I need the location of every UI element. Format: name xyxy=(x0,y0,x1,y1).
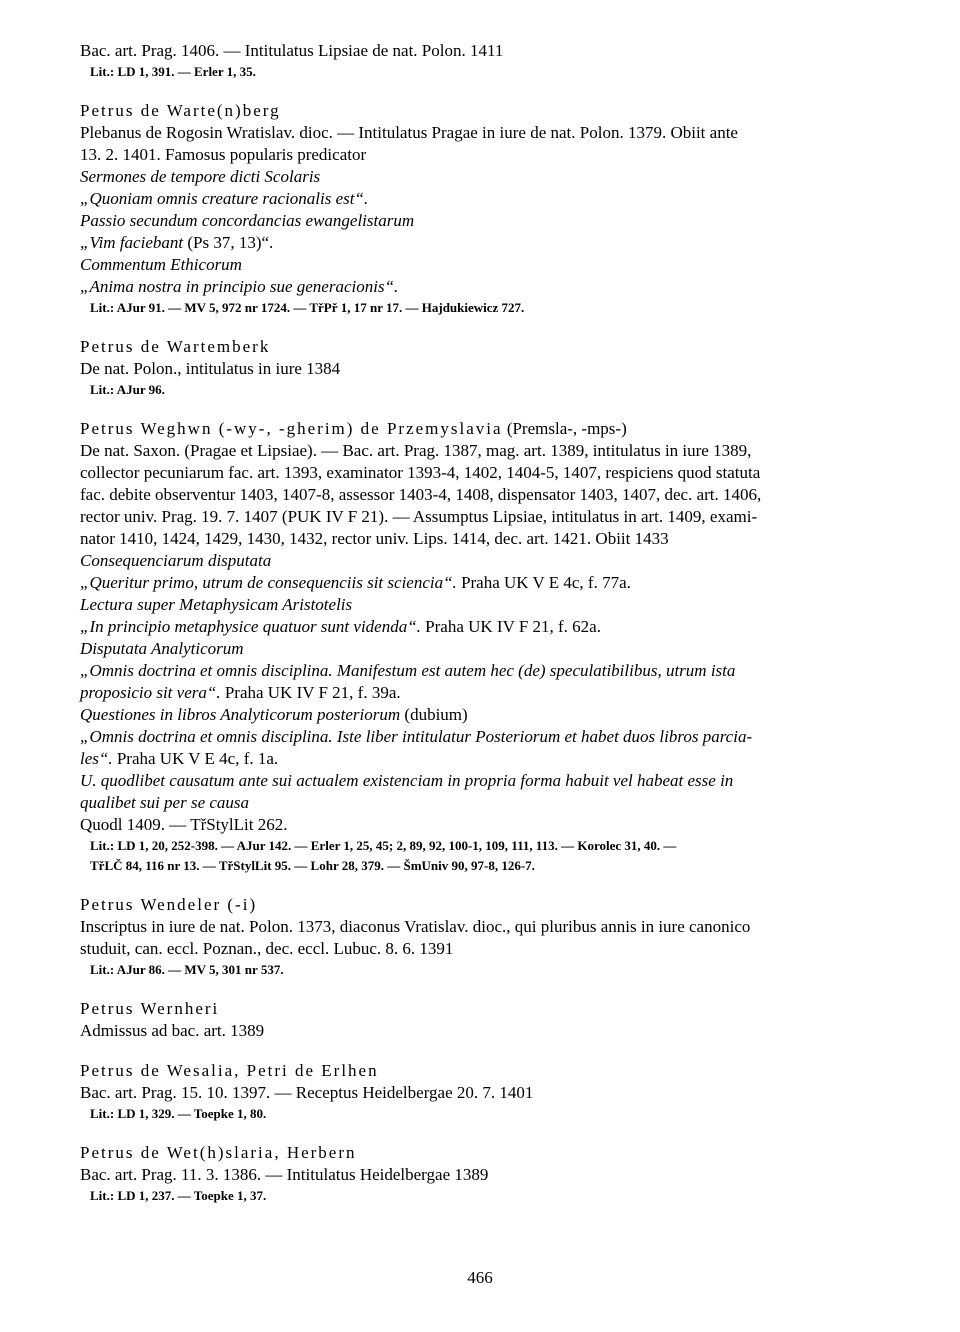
work-incipit: „Omnis doctrina et omnis disciplina. Iste liber intitulatur Posteriorum et habet duos libros parcia- xyxy=(80,727,753,746)
work-title: Questiones in libros Analyticorum posteriorum xyxy=(80,705,401,724)
bio-line: Bac. art. Prag. 15. 10. 1397. — Receptus Heidelbergae 20. 7. 1401 xyxy=(80,1083,534,1102)
entry-heading: Petrus de Wesalia, Petri de Erlhen xyxy=(80,1061,379,1080)
work-line xyxy=(80,210,882,232)
entry-wesalia xyxy=(80,1060,882,1124)
work-line xyxy=(80,682,882,704)
work-reference: Quodl 1409. — TřStylLit 262. xyxy=(80,815,288,834)
literature-line: Lit.: AJur 96. xyxy=(90,382,165,397)
work-title: Consequenciarum disputata xyxy=(80,551,272,570)
entry-heading-variant: (Premsla-, -mps-) xyxy=(502,419,627,438)
literature-line: Lit.: LD 1, 391. — Erler 1, 35. xyxy=(90,64,256,79)
work-incipit: „In principio metaphysice quatuor sunt videnda“. xyxy=(80,617,421,636)
literature-line: Lit.: AJur 86. — MV 5, 301 nr 537. xyxy=(90,962,284,977)
work-line xyxy=(80,572,882,594)
work-incipit: les“. xyxy=(80,749,113,768)
work-title: Passio secundum concordancias ewangelistarum xyxy=(80,211,415,230)
bio-line: fac. debite observentur 1403, 1407-8, assessor 1403-4, 1408, dispensator 1403, 1407, dec. art. 1406, xyxy=(80,485,762,504)
manuscript-ref: Praha UK IV F 21, f. 62a. xyxy=(420,617,601,636)
bio-line: nator 1410, 1424, 1429, 1430, 1432, rector univ. Lips. 1414, dec. art. 1421. Obiit 1433 xyxy=(80,529,669,548)
literature-line: Lit.: LD 1, 237. — Toepke 1, 37. xyxy=(90,1188,267,1203)
page-body xyxy=(80,40,882,1206)
bio-line: Bac. art. Prag. 11. 3. 1386. — Intitulatus Heidelbergae 1389 xyxy=(80,1165,489,1184)
work-line xyxy=(80,276,882,298)
entry-continued xyxy=(80,40,882,82)
entry-warteberg xyxy=(80,100,882,318)
entry-wernheri xyxy=(80,998,882,1042)
bio-line: Admissus ad bac. art. 1389 xyxy=(80,1021,265,1040)
literature-line: TřLČ 84, 116 nr 13. — TřStylLit 95. — Lohr 28, 379. — ŠmUniv 90, 97-8, 126-7. xyxy=(90,858,535,873)
work-line xyxy=(80,166,882,188)
manuscript-ref: Praha UK IV F 21, f. 39a. xyxy=(220,683,401,702)
bio-line: Bac. art. Prag. 1406. — Intitulatus Lipsiae de nat. Polon. 1411 xyxy=(80,41,504,60)
literature-line: Lit.: LD 1, 329. — Toepke 1, 80. xyxy=(90,1106,267,1121)
entry-heading: Petrus de Warte(n)berg xyxy=(80,101,281,120)
work-title: Sermones de tempore dicti Scolaris xyxy=(80,167,321,186)
entry-heading: Petrus Wernheri xyxy=(80,999,220,1018)
work-line xyxy=(80,704,882,726)
entry-heading-name: Petrus Weghwn (-wy-, -gherim) de Przemyslavia xyxy=(80,419,503,438)
work-incipit: „Quoniam omnis creature racionalis est“. xyxy=(80,189,369,208)
manuscript-ref: Praha UK V E 4c, f. 1a. xyxy=(112,749,279,768)
literature-line: Lit.: AJur 91. — MV 5, 972 nr 1724. — TřPř 1, 17 nr 17. — Hajdukiewicz 727. xyxy=(90,300,525,315)
work-incipit: „Anima nostra in principio sue generacionis“. xyxy=(80,277,399,296)
work-title: Disputata Analyticorum xyxy=(80,639,244,658)
literature-line: Lit.: LD 1, 20, 252-398. — AJur 142. — Erler 1, 25, 45; 2, 89, 92, 100-1, 109, 111, 113. — Korolec 31, 40. — xyxy=(90,838,677,853)
work-line xyxy=(80,232,882,254)
work-line xyxy=(80,188,882,210)
work-incipit: „Omnis doctrina et omnis disciplina. Manifestum est autem hec (de) speculatibilibus, utrum ista xyxy=(80,661,736,680)
work-note: (dubium) xyxy=(400,705,468,724)
entry-heading: Petrus de Wartemberk xyxy=(80,337,271,356)
entry-wartemberk xyxy=(80,336,882,400)
entry-wetslaria xyxy=(80,1142,882,1206)
work-line xyxy=(80,254,882,276)
work-title: Commentum Ethicorum xyxy=(80,255,242,274)
work-line xyxy=(80,616,882,638)
bio-line: De nat. Saxon. (Pragae et Lipsiae). — Bac. art. Prag. 1387, mag. art. 1389, intitulatus in iure 1389, xyxy=(80,441,752,460)
work-incipit: qualibet sui per se causa xyxy=(80,793,250,812)
bio-line: studuit, can. eccl. Poznan., dec. eccl. Lubuc. 8. 6. 1391 xyxy=(80,939,454,958)
work-line xyxy=(80,748,882,770)
work-incipit: „Vim faciebant xyxy=(80,233,184,252)
page-number: 466 xyxy=(467,1268,493,1287)
work-incipit: proposicio sit vera“. xyxy=(80,683,221,702)
bio-line: De nat. Polon., intitulatus in iure 1384 xyxy=(80,359,341,378)
work-title: Lectura super Metaphysicam Aristotelis xyxy=(80,595,353,614)
entry-wendeler xyxy=(80,894,882,980)
entry-heading: Petrus Wendeler (-i) xyxy=(80,895,258,914)
work-incipit: U. quodlibet causatum ante sui actualem existenciam in propria forma habuit vel habeat esse in xyxy=(80,771,734,790)
entry-weghwn xyxy=(80,418,882,876)
bio-line: collector pecuniarum fac. art. 1393, examinator 1393-4, 1402, 1404-5, 1407, respiciens quod statuta xyxy=(80,463,761,482)
bio-line: Inscriptus in iure de nat. Polon. 1373, diaconus Vratislav. dioc., qui pluribus annis in iure canonico xyxy=(80,917,751,936)
entry-heading: Petrus de Wet(h)slaria, Herbern xyxy=(80,1143,357,1162)
manuscript-ref: Praha UK V E 4c, f. 77a. xyxy=(456,573,631,592)
work-reference: (Ps 37, 13)“. xyxy=(183,233,274,252)
bio-line: Plebanus de Rogosin Wratislav. dioc. — Intitulatus Pragae in iure de nat. Polon. 1379. Obiit ante xyxy=(80,123,738,142)
entry-heading xyxy=(80,418,882,440)
work-incipit: „Queritur primo, utrum de consequenciis sit sciencia“. xyxy=(80,573,457,592)
bio-line: 13. 2. 1401. Famosus popularis predicator xyxy=(80,145,367,164)
bio-line: rector univ. Prag. 19. 7. 1407 (PUK IV F 21). — Assumptus Lipsiae, intitulatus in art. 1409, exami- xyxy=(80,507,758,526)
